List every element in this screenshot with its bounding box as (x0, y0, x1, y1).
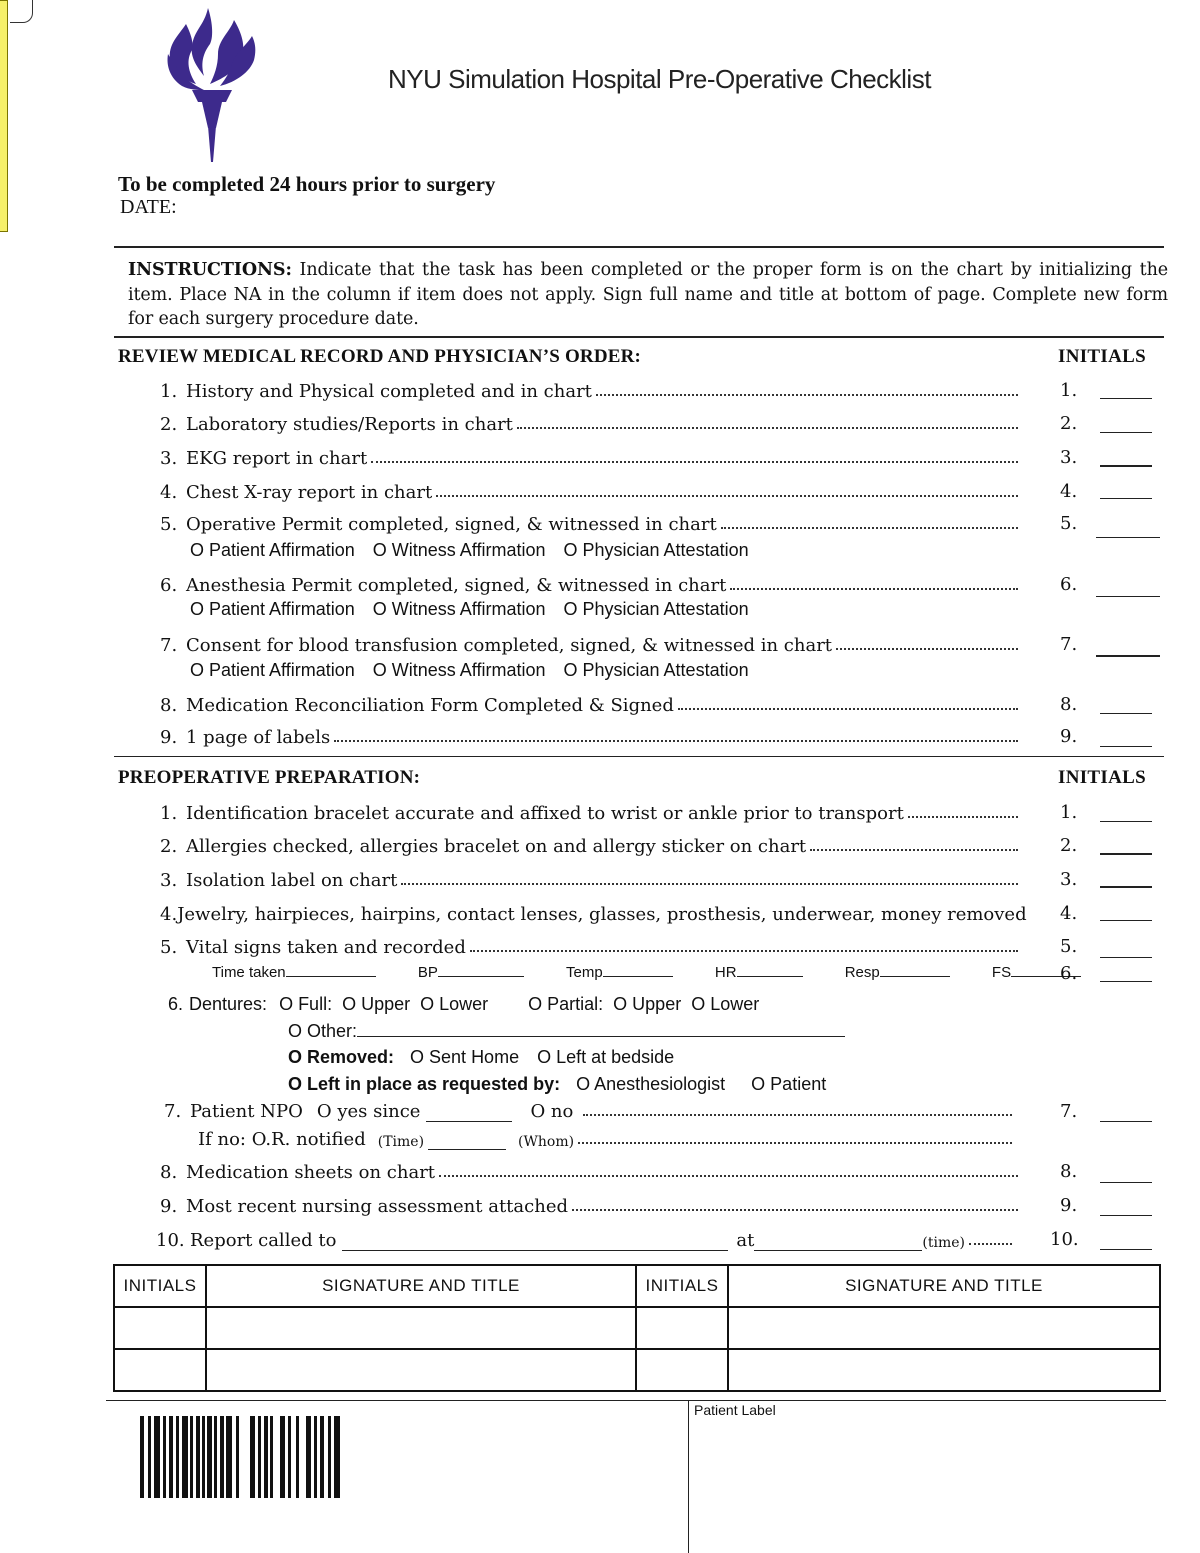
nyu-torch-logo (164, 6, 258, 164)
initials-line[interactable] (1100, 498, 1152, 499)
initials-heading: INITIALS (1058, 346, 1146, 367)
report-called-row[interactable]: 10. Report called to at (time) (156, 1225, 1012, 1251)
review-item-5: 5. Operative Permit completed, signed, & witnessed in chart (160, 509, 1018, 535)
initials-cell[interactable] (636, 1307, 728, 1349)
initial-number: 3. (1060, 869, 1078, 890)
page-title: NYU Simulation Hospital Pre-Operative Checklist (388, 64, 931, 94)
initials-line[interactable] (1100, 957, 1152, 958)
affirmation-options[interactable]: O Patient Affirmation O Witness Affirmation O Physician Attestation (190, 540, 749, 560)
initial-number: 8. (1060, 694, 1078, 715)
divider (114, 246, 1164, 248)
initial-number: 2. (1060, 413, 1078, 434)
barcode (140, 1416, 346, 1498)
initial-number: 5. (1060, 513, 1078, 534)
initials-line[interactable] (1100, 981, 1152, 982)
initials-line[interactable] (1100, 398, 1152, 399)
dentures-row[interactable]: 6. Dentures: O Full: O Upper O Lower O Partial: O Upper O Lower (168, 994, 760, 1014)
initials-line[interactable] (1096, 537, 1160, 538)
initials-line[interactable] (1100, 432, 1152, 433)
completion-note: To be completed 24 hours prior to surgery (118, 172, 496, 196)
review-item-9: 9. 1 page of labels (160, 722, 1018, 748)
patient-label-area: Patient Label (694, 1402, 776, 1418)
instructions (128, 258, 1168, 332)
signature-cell[interactable] (728, 1307, 1160, 1349)
dentures-left-in-place[interactable]: O Left in place as requested by: O Anesthesiologist O Patient (288, 1074, 827, 1094)
date-label: DATE: (120, 196, 177, 218)
initials-line[interactable] (1100, 920, 1152, 921)
preop-item-1: 1. Identification bracelet accurate and affixed to wrist or ankle prior to transport (160, 798, 1018, 824)
initials-line[interactable] (1096, 596, 1160, 597)
dentures-removed[interactable]: O Removed: O Sent Home O Left at bedside (288, 1047, 675, 1067)
preop-heading: PREOPERATIVE PREPARATION: (118, 767, 421, 788)
npo-notified-row[interactable]: If no: O.R. notified (Time) (Whom) (198, 1124, 1012, 1150)
divider (114, 756, 1164, 757)
preop-item-3: 3. Isolation label on chart (160, 865, 1018, 891)
signature-table (113, 1264, 1161, 1392)
initial-number: 5. (1060, 936, 1078, 957)
review-item-2: 2. Laboratory studies/Reports in chart (160, 409, 1018, 435)
initials-line[interactable] (1100, 821, 1152, 822)
signature-cell[interactable] (728, 1349, 1160, 1391)
initial-number: 7. (1060, 1101, 1078, 1122)
initials-line[interactable] (1100, 886, 1152, 888)
signature-cell[interactable] (206, 1349, 636, 1391)
initials-line[interactable] (1100, 746, 1152, 747)
col-initials: INITIALS (114, 1265, 206, 1307)
divider (114, 336, 1164, 338)
initials-cell[interactable] (114, 1349, 206, 1391)
initial-number: 9. (1060, 726, 1078, 747)
preop-item-4: 4. Jewelry, hairpieces, hairpins, contact lenses, glasses, prosthesis, underwear, money removed (160, 904, 1027, 925)
review-item-6: 6. Anesthesia Permit completed, signed, & witnessed in chart (160, 570, 1018, 596)
initial-number: 10. (1050, 1229, 1079, 1250)
initial-number: 7. (1060, 634, 1078, 655)
review-item-4: 4. Chest X-ray report in chart (160, 477, 1018, 503)
initial-number: 4. (1060, 481, 1078, 502)
preop-item-2: 2. Allergies checked, allergies bracelet on and allergy sticker on chart (160, 831, 1018, 857)
label-divider (688, 1400, 689, 1553)
initial-number: 9. (1060, 1195, 1078, 1216)
initial-number: 1. (1060, 802, 1078, 823)
col-signature: SIGNATURE AND TITLE (728, 1265, 1160, 1307)
signature-cell[interactable] (206, 1307, 636, 1349)
affirmation-options[interactable]: O Patient Affirmation O Witness Affirmation O Physician Attestation (190, 599, 749, 619)
preop-item-5: 5. Vital signs taken and recorded (160, 932, 1018, 958)
npo-row[interactable]: 7. Patient NPO O yes since O no (164, 1096, 1012, 1122)
initials-line[interactable] (1096, 655, 1160, 657)
initials-line[interactable] (1100, 1182, 1152, 1183)
review-item-3: 3. EKG report in chart (160, 443, 1018, 469)
initials-line[interactable] (1100, 1215, 1152, 1216)
initial-number: 8. (1060, 1161, 1078, 1182)
review-item-1: 1. History and Physical completed and in chart (160, 376, 1018, 402)
preop-item-8: 8. Medication sheets on chart (160, 1157, 1018, 1183)
initial-number: 6. (1060, 963, 1078, 984)
corner-mark (10, 0, 33, 23)
initials-cell[interactable] (114, 1307, 206, 1349)
dentures-other[interactable]: O Other: (288, 1020, 863, 1042)
instructions-text: Indicate that the task has been completed or the proper form is on the chart by initializing the item. Place NA in the column if item does not apply. Sign full name and title at bottom of page. Complete new form for each surgery procedure date. (128, 260, 1169, 329)
initial-number: 2. (1060, 835, 1078, 856)
col-signature: SIGNATURE AND TITLE (206, 1265, 636, 1307)
review-heading: REVIEW MEDICAL RECORD AND PHYSICIAN’S ORDER: (118, 346, 642, 367)
footer-divider (106, 1400, 1166, 1401)
review-item-8: 8. Medication Reconciliation Form Completed & Signed (160, 690, 1018, 716)
yellow-margin-tab (0, 0, 8, 232)
initial-number: 6. (1060, 574, 1078, 595)
col-initials: INITIALS (636, 1265, 728, 1307)
preop-item-9: 9. Most recent nursing assessment attached (160, 1191, 1018, 1217)
initial-number: 4. (1060, 903, 1078, 924)
initials-cell[interactable] (636, 1349, 728, 1391)
review-item-7: 7. Consent for blood transfusion completed, signed, & witnessed in chart (160, 630, 1018, 656)
affirmation-options[interactable]: O Patient Affirmation O Witness Affirmation O Physician Attestation (190, 660, 749, 680)
initial-number: 3. (1060, 447, 1078, 468)
initial-number: 1. (1060, 380, 1078, 401)
instructions-label: INSTRUCTIONS: (128, 260, 292, 280)
initials-line[interactable] (1100, 465, 1152, 467)
initials-line[interactable] (1100, 713, 1152, 714)
vital-signs-fields[interactable]: Time taken BP Temp HR Resp FS (212, 960, 1099, 981)
initials-line[interactable] (1100, 1249, 1152, 1250)
initials-line[interactable] (1100, 853, 1152, 855)
initials-heading: INITIALS (1058, 767, 1146, 788)
initials-line[interactable] (1100, 1121, 1152, 1122)
